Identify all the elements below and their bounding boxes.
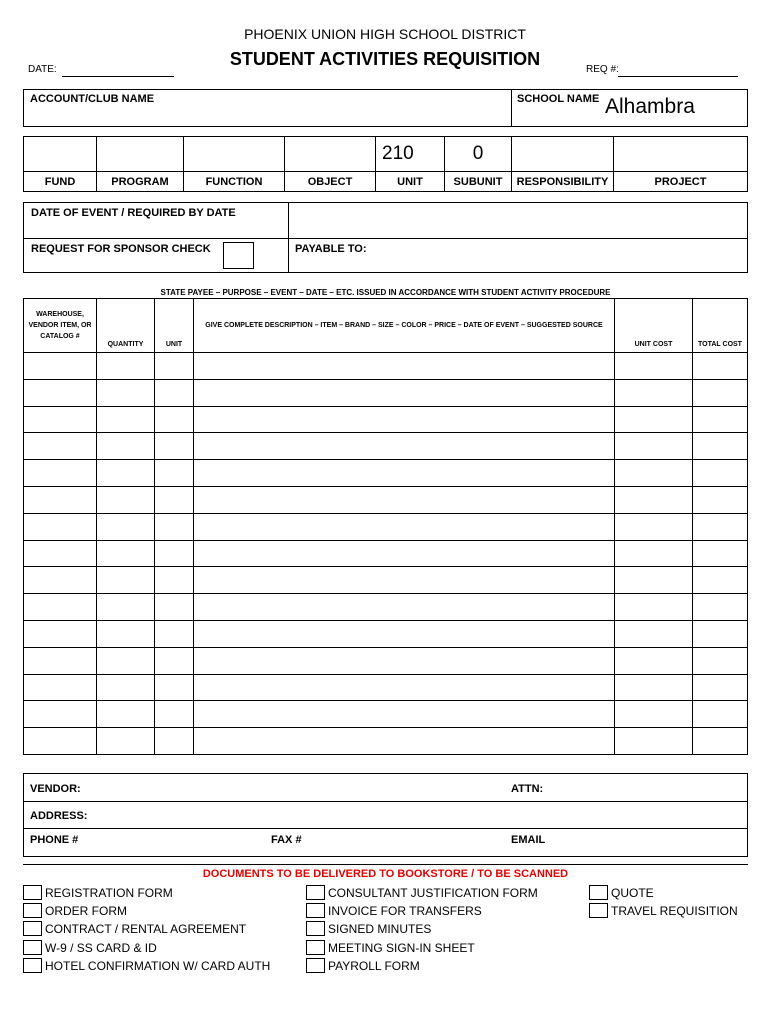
item-row (24, 486, 748, 513)
code-headers-row (24, 172, 748, 192)
document-option-label: CONSULTANT JUSTIFICATION FORM (328, 886, 538, 900)
fund-header: FUND (24, 172, 97, 192)
total-cost-cell[interactable] (693, 594, 748, 621)
unit-cell[interactable] (155, 701, 194, 728)
project-value[interactable] (614, 137, 748, 172)
fund-value[interactable] (24, 137, 97, 172)
item-row (24, 594, 748, 621)
description-cell[interactable] (194, 353, 615, 380)
unit-cost-cell[interactable] (615, 540, 693, 567)
unit-cost-cell[interactable] (615, 460, 693, 487)
unit-cost-cell[interactable] (615, 728, 693, 755)
description-cell[interactable] (194, 433, 615, 460)
unit-cell[interactable] (155, 620, 194, 647)
school-name-label: SCHOOL NAME (517, 93, 600, 105)
unit-cell[interactable] (155, 567, 194, 594)
account-club-cell[interactable] (24, 90, 512, 127)
event-table (23, 202, 748, 273)
description-cell[interactable] (194, 647, 615, 674)
catalog-cell[interactable] (24, 460, 97, 487)
unit-cost-cell[interactable] (615, 486, 693, 513)
object-value[interactable] (285, 137, 376, 172)
total-cost-cell[interactable] (693, 647, 748, 674)
total-cost-cell[interactable] (693, 379, 748, 406)
date-field[interactable] (62, 76, 174, 77)
quantity-cell[interactable] (97, 540, 155, 567)
function-value[interactable] (184, 137, 285, 172)
payable-to-label: PAYABLE TO: (295, 243, 367, 255)
total-cost-cell[interactable] (693, 460, 748, 487)
description-cell[interactable] (194, 486, 615, 513)
unit-cost-cell[interactable] (615, 433, 693, 460)
document-checkbox[interactable] (306, 921, 325, 936)
document-checkbox[interactable] (306, 940, 325, 955)
quantity-cell[interactable] (97, 674, 155, 701)
catalog-cell[interactable] (24, 620, 97, 647)
quantity-cell[interactable] (97, 594, 155, 621)
total-cost-cell[interactable] (693, 567, 748, 594)
description-cell[interactable] (194, 701, 615, 728)
program-header: PROGRAM (97, 172, 184, 192)
unit-cost-cell[interactable] (615, 674, 693, 701)
catalog-cell[interactable] (24, 674, 97, 701)
object-header: OBJECT (285, 172, 376, 192)
document-option-label: TRAVEL REQUISITION (611, 904, 738, 919)
description-cell[interactable] (194, 406, 615, 433)
item-row (24, 460, 748, 487)
item-row (24, 353, 748, 380)
total-cost-cell[interactable] (693, 486, 748, 513)
total-cost-cell[interactable] (693, 353, 748, 380)
description-cell[interactable] (194, 540, 615, 567)
unit-cost-cell[interactable] (615, 701, 693, 728)
catalog-cell[interactable] (24, 728, 97, 755)
function-header: FUNCTION (184, 172, 285, 192)
total-cost-cell[interactable] (693, 674, 748, 701)
unit-value[interactable]: 210 (376, 137, 445, 172)
quantity-cell[interactable] (97, 406, 155, 433)
vendor-table (23, 773, 748, 857)
sponsor-check-cell (24, 239, 289, 273)
unit-cell[interactable] (155, 594, 194, 621)
unit-cell[interactable] (155, 406, 194, 433)
attn-cell[interactable] (511, 774, 748, 802)
quantity-cell[interactable] (97, 567, 155, 594)
item-row (24, 540, 748, 567)
document-option-label: QUOTE (611, 886, 654, 900)
address-label: ADDRESS: (30, 810, 88, 822)
phone-label: PHONE # (30, 834, 79, 846)
catalog-cell[interactable] (24, 647, 97, 674)
item-row (24, 513, 748, 540)
unit-cell[interactable] (155, 674, 194, 701)
sponsor-check-checkbox[interactable] (223, 242, 254, 269)
catalog-cell[interactable] (24, 701, 97, 728)
total-cost-cell[interactable] (693, 540, 748, 567)
catalog-cell[interactable] (24, 540, 97, 567)
vendor-label: VENDOR: (30, 782, 81, 795)
payable-to-cell[interactable] (289, 239, 748, 273)
subunit-value[interactable]: 0 (445, 137, 512, 172)
catalog-header: WAREHOUSE, VENDOR ITEM, OR CATALOG # (24, 299, 97, 353)
unit-cell[interactable] (155, 379, 194, 406)
school-name-value: Alhambra (605, 95, 695, 118)
description-cell[interactable] (194, 674, 615, 701)
unit-cost-header: UNIT COST (615, 299, 693, 353)
unit-cell[interactable] (155, 647, 194, 674)
total-cost-cell[interactable] (693, 433, 748, 460)
documents-heading: DOCUMENTS TO BE DELIVERED TO BOOKSTORE / TO BE SCANNED (202, 868, 569, 880)
total-cost-cell[interactable] (693, 513, 748, 540)
unit-cell[interactable] (155, 540, 194, 567)
state-payee-note: STATE PAYEE – PURPOSE – EVENT – DATE – ETC. ISSUED IN ACCORDANCE WITH STUDENT ACTIVITY PROCEDURE (160, 288, 611, 297)
unit-cost-cell[interactable] (615, 567, 693, 594)
subunit-header: SUBUNIT (445, 172, 512, 192)
total-cost-cell[interactable] (693, 406, 748, 433)
description-cell[interactable] (194, 728, 615, 755)
catalog-cell[interactable] (24, 513, 97, 540)
district-name: PHOENIX UNION HIGH SCHOOL DISTRICT (244, 26, 526, 42)
form-title: STUDENT ACTIVITIES REQUISITION (229, 49, 541, 69)
unit-cost-cell[interactable] (615, 379, 693, 406)
quantity-cell[interactable] (97, 486, 155, 513)
responsibility-header: RESPONSIBILITY (512, 172, 614, 192)
document-checkbox[interactable] (23, 885, 42, 900)
item-row (24, 647, 748, 674)
unit-cell[interactable] (155, 486, 194, 513)
total-cost-header: TOTAL COST (693, 299, 748, 353)
description-cell[interactable] (194, 620, 615, 647)
quantity-cell[interactable] (97, 353, 155, 380)
total-cost-cell[interactable] (693, 620, 748, 647)
unit-cost-cell[interactable] (615, 353, 693, 380)
item-row (24, 701, 748, 728)
items-table (23, 298, 748, 755)
phone-fax-cell[interactable] (24, 829, 512, 857)
description-cell[interactable] (194, 460, 615, 487)
unit-cost-cell[interactable] (615, 594, 693, 621)
email-cell[interactable] (511, 829, 748, 857)
document-checkbox[interactable] (23, 903, 42, 918)
item-row (24, 728, 748, 755)
project-header: PROJECT (614, 172, 748, 192)
sponsor-check-label: REQUEST FOR SPONSOR CHECK (31, 243, 211, 255)
quantity-cell[interactable] (97, 701, 155, 728)
total-cost-cell[interactable] (693, 728, 748, 755)
quantity-cell[interactable] (97, 460, 155, 487)
description-cell[interactable] (194, 594, 615, 621)
catalog-cell[interactable] (24, 486, 97, 513)
items-header-row (24, 299, 748, 353)
item-row (24, 567, 748, 594)
item-row (24, 433, 748, 460)
document-option-label: W-9 / SS CARD & ID (45, 940, 157, 955)
unit-cell[interactable] (155, 433, 194, 460)
document-checkbox[interactable] (23, 921, 42, 936)
unit-col-header: UNIT (155, 299, 194, 353)
item-row (24, 620, 748, 647)
unit-cell[interactable] (155, 460, 194, 487)
description-header: GIVE COMPLETE DESCRIPTION – ITEM – BRAND – SIZE – COLOR – PRICE – DATE OF EVENT – SUGGESTED SOURCE (194, 299, 615, 353)
unit-cost-cell[interactable] (615, 620, 693, 647)
quantity-cell[interactable] (97, 620, 155, 647)
unit-header: UNIT (376, 172, 445, 192)
document-option-label: ORDER FORM (45, 904, 127, 919)
email-label: EMAIL (511, 834, 546, 846)
documents-divider (23, 864, 748, 865)
item-row (24, 406, 748, 433)
document-option-label: HOTEL CONFIRMATION W/ CARD AUTH (45, 958, 271, 973)
quantity-cell[interactable] (97, 728, 155, 755)
document-option-label: CONTRACT / RENTAL AGREEMENT (45, 922, 247, 937)
event-date-label: DATE OF EVENT / REQUIRED BY DATE (31, 207, 236, 219)
address-cell[interactable] (24, 802, 748, 829)
catalog-cell[interactable] (24, 567, 97, 594)
catalog-cell[interactable] (24, 406, 97, 433)
responsibility-value[interactable] (512, 137, 614, 172)
description-cell[interactable] (194, 513, 615, 540)
document-option-label: INVOICE FOR TRANSFERS (328, 904, 482, 919)
unit-cost-cell[interactable] (615, 513, 693, 540)
item-row (24, 379, 748, 406)
vendor-cell[interactable] (24, 774, 512, 802)
document-option-label: REGISTRATION FORM (45, 886, 173, 900)
unit-cost-cell[interactable] (615, 406, 693, 433)
document-checkbox[interactable] (23, 940, 42, 955)
document-checkbox[interactable] (306, 903, 325, 918)
unit-cell[interactable] (155, 728, 194, 755)
document-checkbox[interactable] (306, 958, 325, 973)
unit-cell[interactable] (155, 513, 194, 540)
code-values-row (24, 137, 748, 172)
catalog-cell[interactable] (24, 353, 97, 380)
quantity-cell[interactable] (97, 513, 155, 540)
document-checkbox[interactable] (306, 885, 325, 900)
item-row (24, 674, 748, 701)
total-cost-cell[interactable] (693, 701, 748, 728)
quantity-cell[interactable] (97, 433, 155, 460)
document-option-label: SIGNED MINUTES (328, 922, 432, 937)
attn-label: ATTN: (511, 782, 544, 795)
account-club-label: ACCOUNT/CLUB NAME (30, 93, 155, 105)
account-table (23, 89, 748, 127)
account-codes-table (23, 136, 748, 192)
unit-cell[interactable] (155, 353, 194, 380)
event-date-label-cell (24, 203, 289, 239)
item-rows (24, 353, 748, 755)
req-number-field[interactable] (618, 76, 738, 77)
event-date-field[interactable] (289, 203, 748, 239)
document-option-label: PAYROLL FORM (328, 958, 420, 973)
quantity-cell[interactable] (97, 379, 155, 406)
document-checkbox[interactable] (589, 903, 608, 918)
document-checkbox[interactable] (23, 958, 42, 973)
document-checkbox[interactable] (589, 885, 608, 900)
req-number-label: REQ #: (586, 64, 619, 75)
unit-cost-cell[interactable] (615, 647, 693, 674)
catalog-cell[interactable] (24, 433, 97, 460)
quantity-header: QUANTITY (97, 299, 155, 353)
date-label: DATE: (28, 64, 57, 75)
document-option-label: MEETING SIGN-IN SHEET (328, 940, 475, 955)
description-cell[interactable] (194, 379, 615, 406)
quantity-cell[interactable] (97, 647, 155, 674)
program-value[interactable] (97, 137, 184, 172)
catalog-cell[interactable] (24, 594, 97, 621)
catalog-cell[interactable] (24, 379, 97, 406)
description-cell[interactable] (194, 567, 615, 594)
fax-label: FAX # (271, 834, 302, 846)
school-name-cell[interactable] (512, 90, 748, 127)
